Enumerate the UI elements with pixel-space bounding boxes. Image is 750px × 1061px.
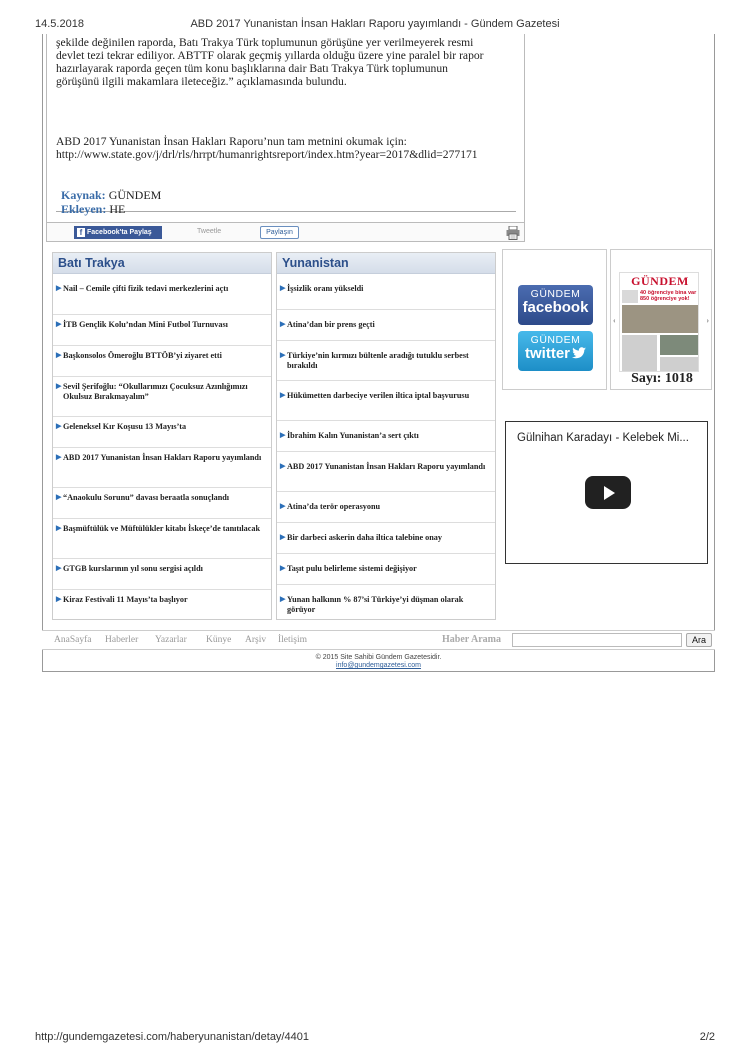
nav-kunye[interactable]: Künye (206, 635, 232, 645)
article-line: görüşünü ilgili makamlara ileteceğiz.” açıklamasında bulundu. (56, 75, 347, 89)
tweet-button[interactable]: Tweetle (197, 228, 222, 235)
news-item[interactable]: ▶ Nail – Cemile çifti fizik tedavi merkezlerini açtı (53, 284, 271, 315)
news-item[interactable]: ▶ İbrahim Kalın Yunanistan’a sert çıktı (277, 421, 495, 452)
source-line (61, 188, 161, 203)
article-link-url[interactable]: http://www.state.gov/j/drl/rls/hrrpt/humanrightsreport/index.htm?year=2017&dlid=277171 (56, 148, 478, 162)
news-item[interactable]: ▶ Atina’da terör operasyonu (277, 492, 495, 523)
nav-yazarlar[interactable]: Yazarlar (155, 635, 187, 645)
arrow-right-icon: ▶ (280, 533, 286, 541)
arrow-right-icon: ▶ (56, 453, 62, 461)
news-item[interactable]: ▶ Atina’dan bir prens geçti (277, 310, 495, 341)
yunanistan-heading: Yunanistan (277, 253, 495, 274)
arrow-right-icon: ▶ (56, 524, 62, 532)
news-item[interactable]: ▶ ABD 2017 Yunanistan İnsan Hakları Raporu yayımlandı (277, 452, 495, 492)
newspaper-masthead: GÜNDEM (631, 274, 689, 288)
search-label: Haber Arama (442, 634, 501, 645)
news-item[interactable]: ▶ Geleneksel Kır Koşusu 13 Mayıs’ta (53, 417, 271, 448)
news-item[interactable]: ▶ Başkonsolos Ömeroğlu BTTÖB’yi ziyaret etti (53, 346, 271, 377)
news-item[interactable]: ▶ Hükümetten darbeciye verilen iltica iptal başvurusu (277, 381, 495, 421)
print-footer (35, 1031, 715, 1045)
printer-icon[interactable] (506, 226, 520, 240)
arrow-right-icon: ▶ (280, 391, 286, 399)
facebook-button-top: GÜNDEM (530, 288, 581, 300)
facebook-share-button[interactable] (74, 226, 162, 239)
arrow-right-icon: ▶ (56, 564, 62, 572)
chevron-right-icon[interactable]: › (706, 316, 709, 325)
article-link-intro: ABD 2017 Yunanistan İnsan Hakları Raporu’nun tam metnini okumak için: (56, 135, 407, 148)
article-line: hazırlayarak raporda geçen tüm konu başlıklarına dair Batı Trakya Türk toplumunun (56, 62, 448, 76)
news-item[interactable]: ▶ “Anaokulu Sorunu” davası beraatla sonuçlandı (53, 488, 271, 519)
chevron-left-icon[interactable]: ‹ (613, 316, 616, 325)
arrow-right-icon: ▶ (56, 382, 62, 390)
search-input[interactable] (512, 633, 682, 647)
print-url: http://gundemgazetesi.com/haberyunanistan/detay/4401 (35, 1031, 309, 1043)
newspaper-headline: 40 öğrenciye bina var 850 öğrenciye yok! (640, 290, 697, 302)
facebook-button-word: facebook (522, 299, 589, 316)
arrow-right-icon: ▶ (56, 320, 62, 328)
print-page-number: 2/2 (699, 1031, 715, 1043)
issue-number: Sayı: 1018 (631, 371, 693, 386)
news-item[interactable]: ▶ Kiraz Festivali 11 Mayıs’ta başlıyor (56, 595, 188, 604)
bati-trakya-heading: Batı Trakya (53, 253, 271, 274)
editor-label: Ekleyen: (61, 202, 107, 216)
twitter-bird-icon (572, 347, 586, 359)
news-item[interactable]: ▶ Bir darbeci askerin daha iltica talebine onay (277, 523, 495, 554)
arrow-right-icon: ▶ (280, 320, 286, 328)
newspaper-cover-image (619, 272, 699, 372)
copyright-text: © 2015 Site Sahibi Gündem Gazetesidir. (315, 654, 442, 661)
footer-nav (42, 630, 715, 650)
twitter-button-top: GÜNDEM (530, 334, 581, 346)
share-bar (46, 222, 525, 242)
news-item[interactable]: ▶ ABD 2017 Yunanistan İnsan Hakları Raporu yayımlandı (53, 448, 271, 488)
news-item[interactable]: ▶ Yunan halkının % 87’si Türkiye’yi düşman olarak görüyor (280, 595, 464, 614)
bati-trakya-column (52, 252, 272, 620)
source-label: Kaynak: (61, 188, 106, 202)
print-date: 14.5.2018 (35, 18, 84, 30)
news-item[interactable]: ▶ Taşıt pulu belirleme sistemi değişiyor (277, 554, 495, 585)
editor-value: HE (109, 202, 126, 216)
arrow-right-icon: ▶ (280, 462, 286, 470)
arrow-right-icon: ▶ (280, 564, 286, 572)
editor-line (61, 202, 125, 217)
nav-arsiv[interactable]: Arşiv (245, 635, 267, 645)
paylas-button[interactable]: Paylaşın (260, 226, 299, 239)
video-title: Gülnihan Karadayı - Kelebek Mi... (517, 432, 689, 444)
arrow-right-icon: ▶ (56, 284, 62, 292)
arrow-right-icon: ▶ (56, 422, 62, 430)
source-value: GÜNDEM (108, 188, 162, 202)
newspaper-issue-box[interactable] (610, 249, 712, 390)
play-icon[interactable] (585, 476, 631, 509)
copyright-block (42, 654, 715, 670)
yunanistan-column (276, 252, 496, 620)
article-body (46, 34, 525, 242)
search-button[interactable]: Ara (686, 633, 712, 647)
social-box (502, 249, 607, 390)
nav-haberler[interactable]: Haberler (105, 635, 139, 645)
article-line: şekilde değinilen raporda, Batı Trakya Türk toplumunun görüşüne yer verilmeyerek resmi (56, 36, 474, 49)
twitter-button-word: twitter (518, 346, 593, 362)
news-item[interactable]: ▶ GTGB kurslarının yıl sonu sergisi açıldı (53, 559, 271, 590)
news-item[interactable]: ▶ Türkiye’nin kırmızı bültenle aradığı tutuklu serbest bırakıldı (277, 341, 495, 381)
contact-email-link[interactable]: info@gundemgazetesi.com (336, 662, 421, 669)
article-line: devlet tezi tekrar ediliyor. ABTTF olarak geçmiş yıllarda olduğu üzere yine paralel bir rapor (56, 49, 484, 63)
nav-iletisim[interactable]: İletişim (278, 635, 308, 645)
article-paragraph (56, 36, 516, 88)
arrow-right-icon: ▶ (280, 284, 286, 292)
news-item[interactable]: ▶ Sevil Şerifoğlu: “Okullarımızı Çocuksuz Azınlığımızı Okulsuz Bırakmayalım” (53, 377, 271, 417)
news-item[interactable]: ▶ Başmüftülük ve Müftülükler kitabı İskeçe’de tanıtılacak (53, 519, 271, 559)
print-header (35, 18, 715, 32)
gundem-twitter-button[interactable] (518, 331, 593, 371)
arrow-right-icon: ▶ (56, 351, 62, 359)
article-link-block (56, 135, 521, 161)
facebook-share-label: Facebook'ta Paylaş (87, 229, 152, 236)
nav-anasayfa[interactable]: AnaSayfa (54, 635, 92, 645)
print-title: ABD 2017 Yunanistan İnsan Hakları Raporu yayımlandı - Gündem Gazetesi (190, 18, 560, 30)
video-embed[interactable] (505, 421, 708, 564)
arrow-right-icon: ▶ (280, 351, 286, 359)
gundem-facebook-button[interactable] (518, 285, 593, 325)
arrow-right-icon: ▶ (56, 493, 62, 501)
arrow-right-icon: ▶ (280, 595, 286, 603)
facebook-icon: f (77, 228, 85, 237)
news-item[interactable]: ▶ İşsizlik oranı yükseldi (277, 284, 495, 310)
arrow-right-icon: ▶ (56, 595, 62, 603)
news-item[interactable]: ▶ İTB Gençlik Kolu’ndan Mini Futbol Turnuvası (53, 315, 271, 346)
arrow-right-icon: ▶ (280, 502, 286, 510)
arrow-right-icon: ▶ (280, 431, 286, 439)
